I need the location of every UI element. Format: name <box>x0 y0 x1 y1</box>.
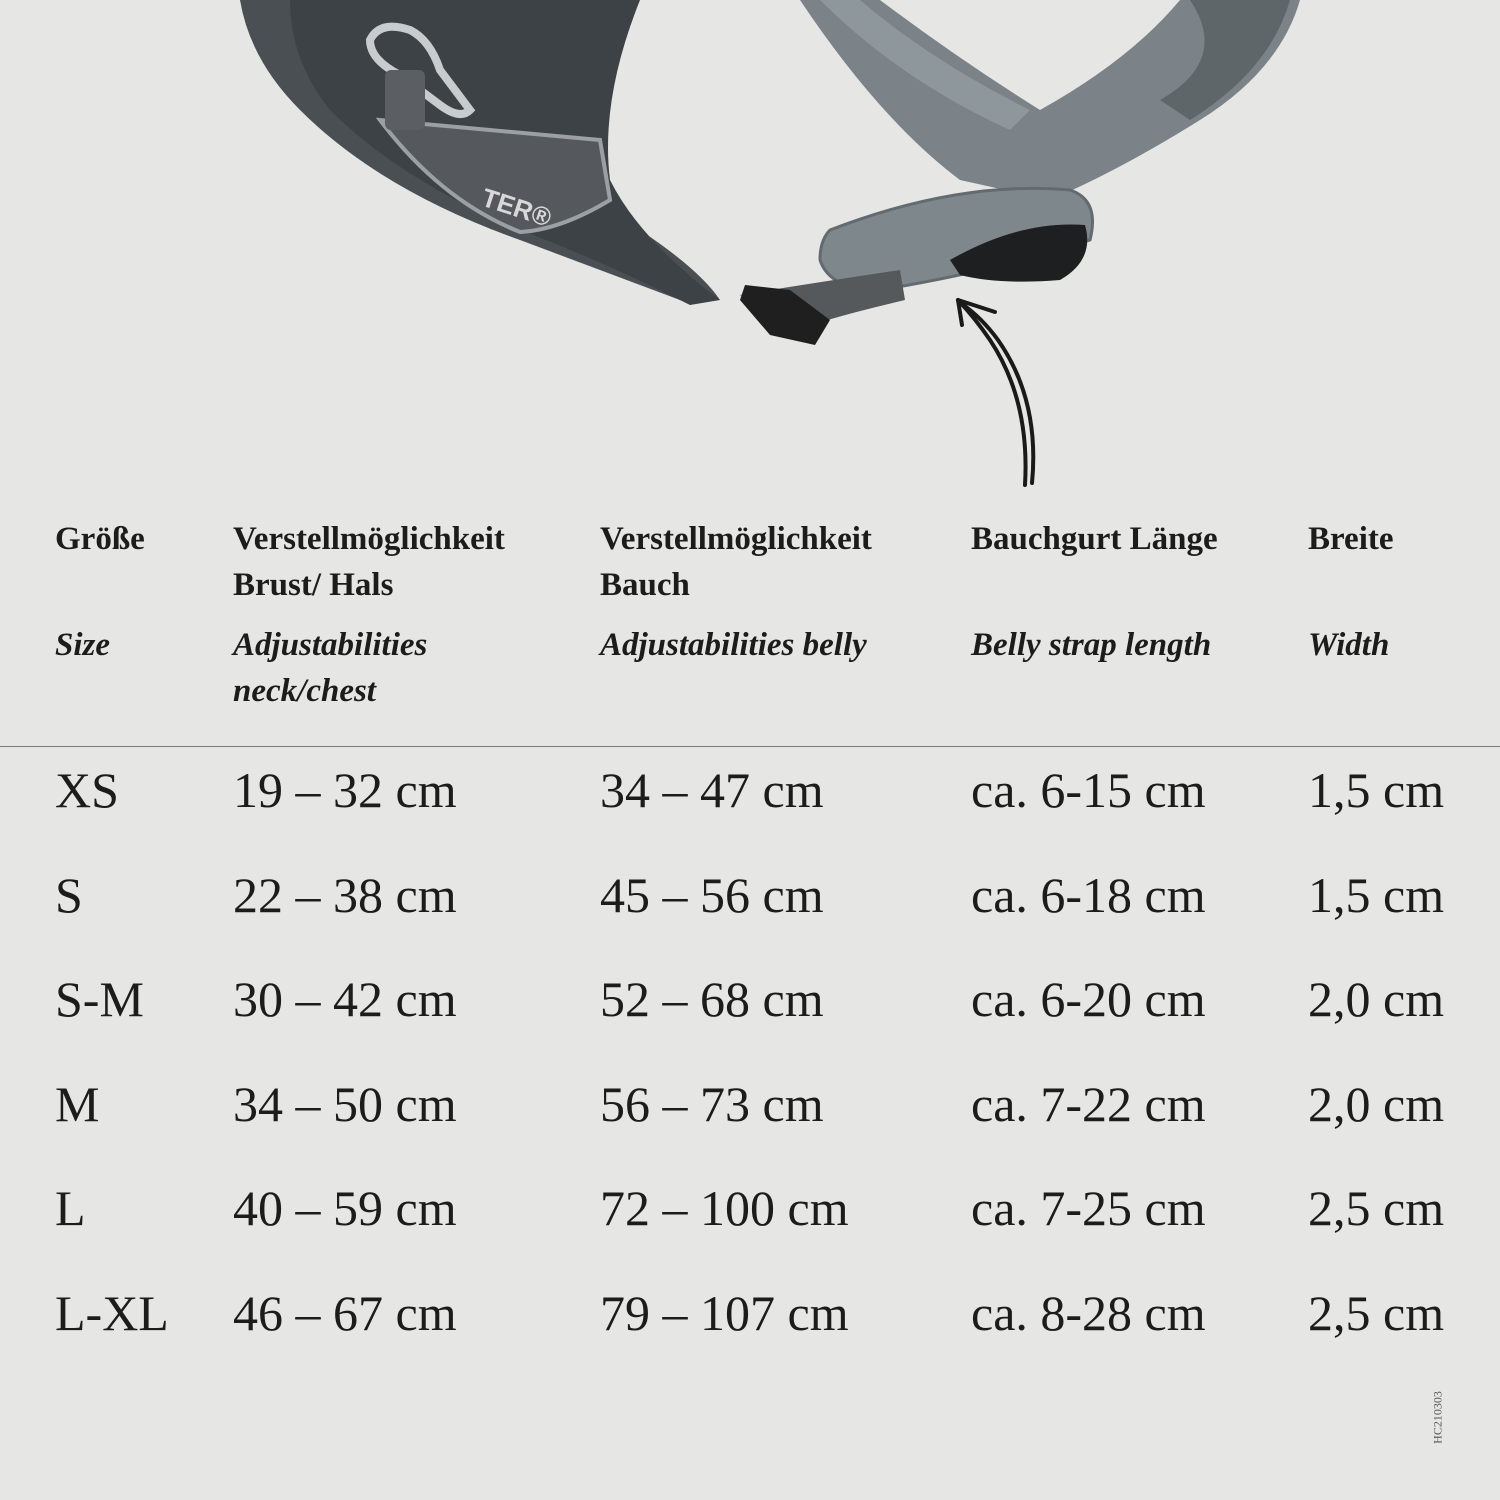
header-size-de: Größe <box>55 521 145 557</box>
cell-width: 1,5 cm <box>1308 867 1445 923</box>
cell-strap: ca. 6-20 cm <box>971 971 1206 1027</box>
cell-size: S-M <box>55 971 144 1027</box>
header-width-en: Width <box>1308 627 1390 663</box>
header-belly-de: Verstellmöglichkeit Bauch <box>600 521 872 603</box>
cell-size: S <box>55 867 83 923</box>
cell-strap: ca. 7-22 cm <box>971 1076 1206 1132</box>
article-code: HC210303 <box>1430 1391 1445 1444</box>
header-belly-en: Adjustabilities belly <box>600 627 867 663</box>
cell-strap: ca. 8-28 cm <box>971 1285 1206 1341</box>
header-neck-de: Verstellmöglichkeit Brust/ Hals <box>233 521 505 603</box>
cell-strap: ca. 6-18 cm <box>971 867 1206 923</box>
table-row <box>0 964 1500 1034</box>
header-width-de: Breite <box>1308 521 1394 557</box>
cell-width: 2,0 cm <box>1308 971 1445 1027</box>
cell-belly: 79 – 107 cm <box>600 1285 849 1341</box>
cell-strap: ca. 6-15 cm <box>971 762 1206 818</box>
cell-belly: 45 – 56 cm <box>600 867 824 923</box>
table-row <box>0 860 1500 930</box>
cell-belly: 52 – 68 cm <box>600 971 824 1027</box>
cell-belly: 72 – 100 cm <box>600 1180 849 1236</box>
arrow-icon <box>958 300 1033 485</box>
cell-size: L <box>55 1180 86 1236</box>
table-row <box>0 1173 1500 1243</box>
brand-logo: TER® <box>478 182 556 233</box>
header-strap-en: Belly strap length <box>971 627 1212 663</box>
cell-size: L-XL <box>55 1285 169 1341</box>
cell-neck: 34 – 50 cm <box>233 1076 457 1132</box>
table-row <box>0 1069 1500 1139</box>
cell-size: XS <box>55 762 119 818</box>
cell-neck: 46 – 67 cm <box>233 1285 457 1341</box>
table-row <box>0 755 1500 825</box>
harness-product-image <box>0 0 1500 500</box>
cell-belly: 34 – 47 cm <box>600 762 824 818</box>
table-row <box>0 1278 1500 1348</box>
cell-neck: 40 – 59 cm <box>233 1180 457 1236</box>
cell-strap: ca. 7-25 cm <box>971 1180 1206 1236</box>
cell-width: 2,0 cm <box>1308 1076 1445 1132</box>
cell-width: 1,5 cm <box>1308 762 1445 818</box>
cell-belly: 56 – 73 cm <box>600 1076 824 1132</box>
header-neck-en: Adjustabilities neck/chest <box>233 627 428 709</box>
header-strap-de: Bauchgurt Länge <box>971 521 1218 557</box>
header-size-en: Size <box>55 627 111 663</box>
cell-neck: 19 – 32 cm <box>233 762 457 818</box>
cell-neck: 30 – 42 cm <box>233 971 457 1027</box>
table-divider <box>0 746 1500 747</box>
cell-size: M <box>55 1076 100 1132</box>
cell-neck: 22 – 38 cm <box>233 867 457 923</box>
cell-width: 2,5 cm <box>1308 1285 1445 1341</box>
cell-width: 2,5 cm <box>1308 1180 1445 1236</box>
